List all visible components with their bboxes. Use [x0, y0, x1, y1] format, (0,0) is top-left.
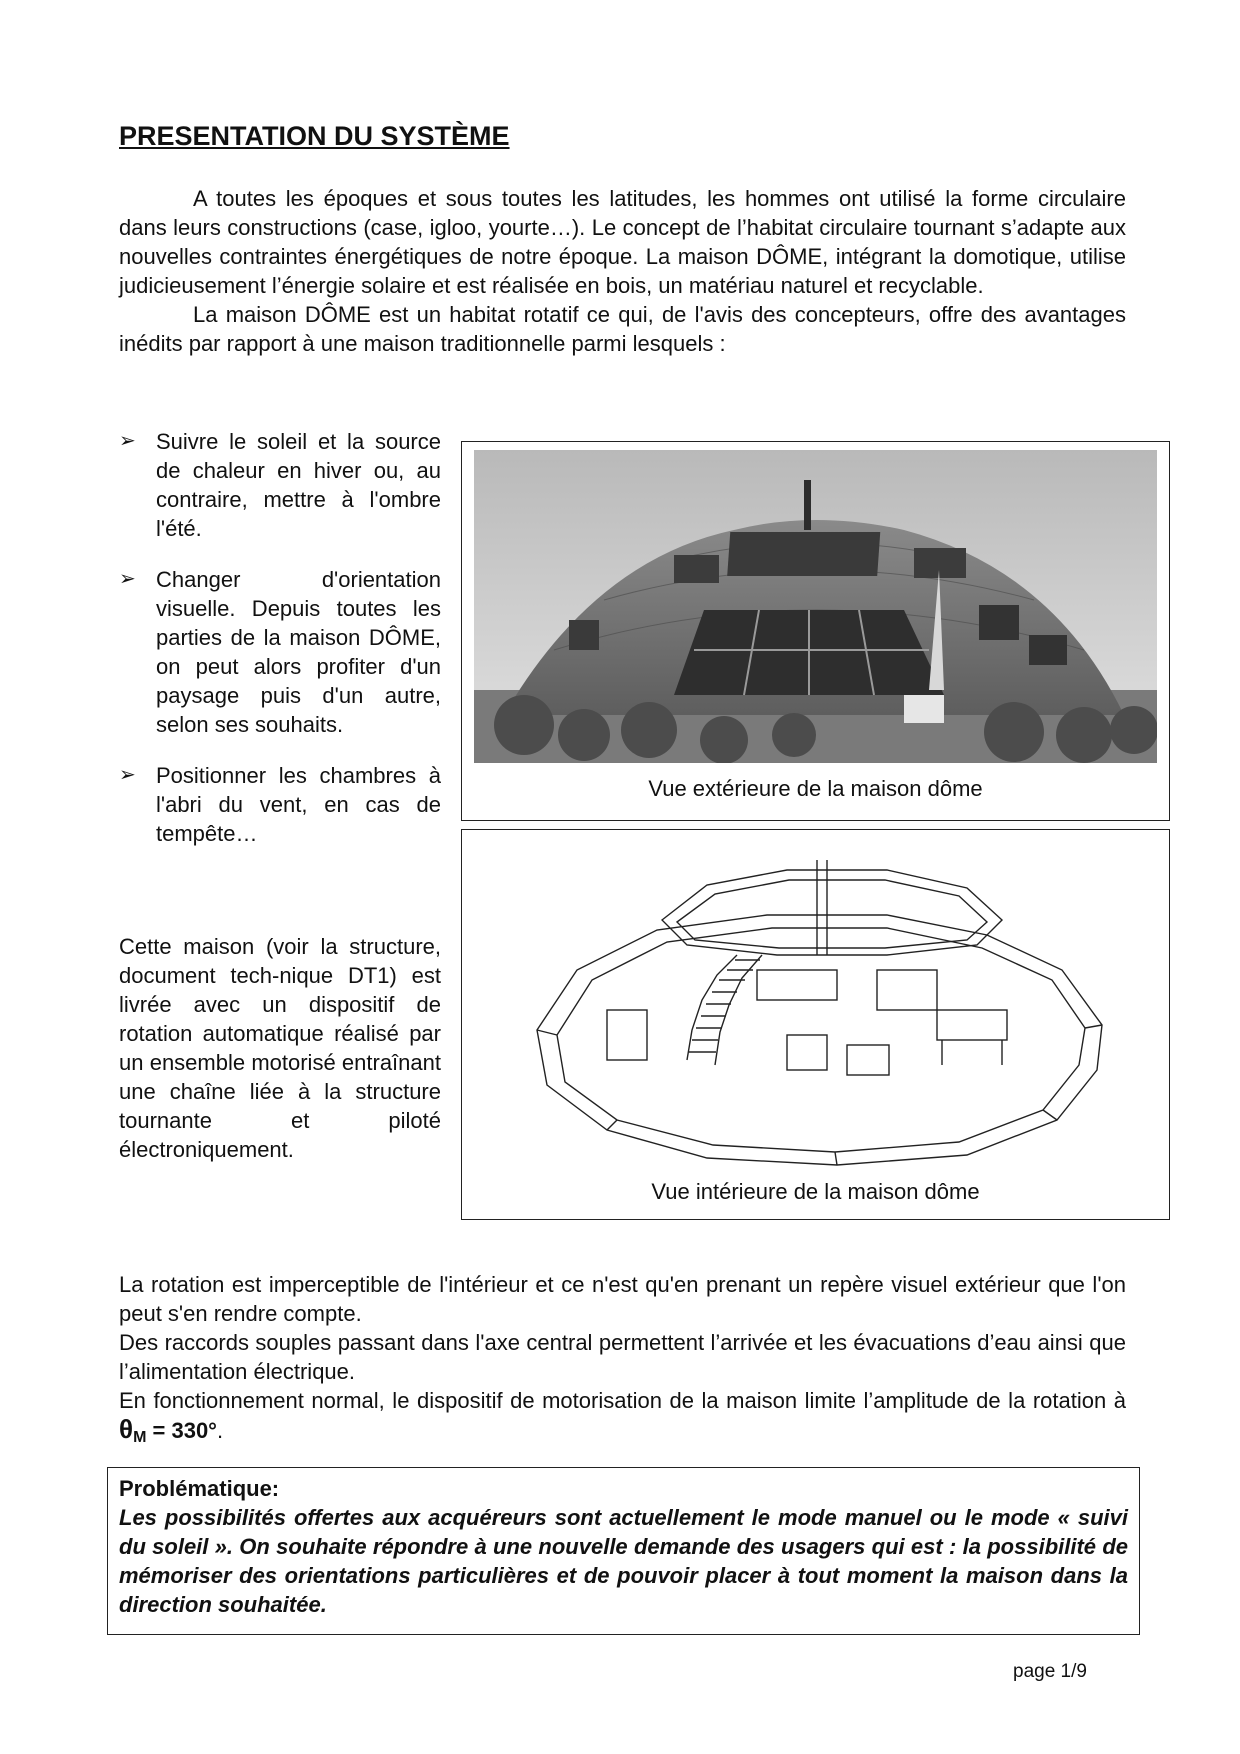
interior-caption: Vue intérieure de la maison dôme [651, 1179, 980, 1204]
arrow-bullet-icon: ➢ [119, 430, 136, 452]
arrow-bullet-icon: ➢ [119, 764, 136, 786]
theta-symbol: θ [119, 1414, 134, 1444]
theta-subscript: M [133, 1429, 147, 1446]
rotation-paragraph-2: Des raccords souples passant dans l'axe central permettent l’arrivée et les évacuations d’eau ainsi que l’alimentation électrique. [119, 1330, 1126, 1384]
list-item-text: Changer d'orientation visuelle. Depuis toutes les parties de la maison DÔME, on peut alors profiter d'un paysage puis d'un autre, selon ses souhaits. [156, 567, 441, 737]
intro-paragraph-2: La maison DÔME est un habitat rotatif ce qui, de l'avis des concepteurs, offre des avantages inédits par rapport à une maison traditionnelle parmi lesquels : [119, 302, 1126, 356]
rotation-paragraph-3 [119, 1386, 1126, 1452]
list-item [119, 761, 441, 848]
page-number: page 1/9 [1013, 1661, 1087, 1682]
exterior-caption: Vue extérieure de la maison dôme [648, 776, 983, 801]
intro-paragraph-1: A toutes les époques et sous toutes les latitudes, les hommes ont utilisé la forme circulaire dans leurs constructions (case, igloo, yourte…). Le concept de l’habitat circulaire tournant s’adapte aux nouvelles contraintes énergétiques de notre époque. La maison DÔME, intégrant la domotique, utilise judicieusement l’énergie solaire et est réalisée en bois, un matériau naturel et recyclable. [119, 186, 1126, 298]
list-item [119, 427, 441, 543]
list-item [119, 565, 441, 739]
intro-section [119, 184, 1126, 358]
dome-house-interior-drawing [517, 860, 1117, 1170]
page-title: PRESENTATION DU SYSTÈME [119, 121, 510, 151]
dome-house-exterior-photo [474, 450, 1157, 763]
problem-box [107, 1467, 1140, 1635]
theta-value: = 330° [152, 1418, 217, 1443]
arrow-bullet-icon: ➢ [119, 568, 136, 590]
rotation-paragraph-1: La rotation est imperceptible de l'intérieur et ce n'est qu'en prenant un repère visuel extérieur que l'on peut s'en rendre compte. [119, 1272, 1126, 1326]
rotation-device-paragraph: Cette maison (voir la structure, document tech-nique DT1) est livrée avec un dispositif de rotation automatique réalisé par un ensemble motorisé entraînant une chaîne liée à la structure tournante et piloté électroniquement. [119, 934, 441, 1162]
interior-figure [461, 829, 1170, 1220]
rotation-details-section [119, 1270, 1126, 1452]
rotation-limit-text: En fonctionnement normal, le dispositif de motorisation de la maison limite l’amplitude de la rotation à [119, 1388, 1126, 1413]
sentence-end: . [216, 1418, 224, 1443]
list-item-text: Suivre le soleil et la source de chaleur en hiver ou, au contraire, mettre à l'ombre l'été. [156, 429, 441, 541]
advantages-list [119, 427, 441, 870]
problem-heading: Problématique: [119, 1476, 280, 1501]
list-item-text: Positionner les chambres à l'abri du vent, en cas de tempête… [156, 763, 441, 846]
exterior-figure [461, 441, 1170, 821]
problem-text: Les possibilités offertes aux acquéreurs sont actuellement le mode manuel ou le mode « suivi du soleil ». On souhaite répondre à une nouvelle demande des usagers qui est : la possibilité de mémoriser des orientations particulières et de pouvoir placer à tout moment la maison dans la direction souhaitée. [119, 1505, 1128, 1617]
